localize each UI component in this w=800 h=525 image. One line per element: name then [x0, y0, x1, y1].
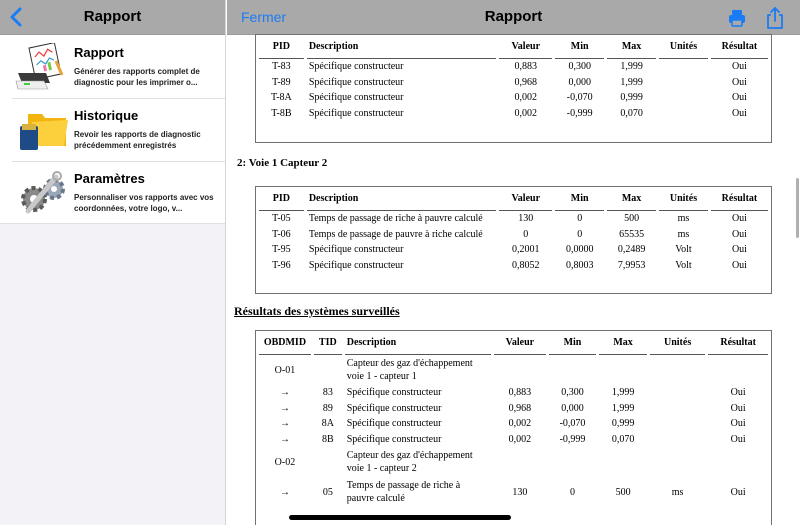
column-header: Résultat	[708, 331, 768, 355]
cell-result	[708, 447, 768, 477]
cell-max: 0,999	[611, 418, 635, 430]
cell-description: Spécifique constructeur	[308, 61, 404, 73]
cell-min: 0	[569, 486, 575, 498]
menu-item-description: Personnaliser vos rapports avec vos coordonnées, votre logo, v...	[74, 193, 214, 213]
column-header: PID	[259, 187, 304, 211]
table-row	[259, 385, 768, 401]
cell-units	[659, 90, 708, 106]
column-header: Unités	[659, 35, 708, 59]
menu-item-title: Paramètres	[74, 171, 145, 186]
share-icon	[765, 6, 785, 30]
column-header: Résultat	[711, 35, 768, 59]
cell-max: 500	[624, 213, 640, 225]
table-header-row	[259, 35, 768, 59]
cell-max: 0,999	[620, 92, 643, 104]
menu-item-parametres[interactable]	[0, 161, 225, 224]
cell-description: Spécifique constructeur	[308, 76, 404, 88]
cell-max: 65535	[619, 228, 645, 240]
cell-value: 0,883	[508, 387, 532, 399]
cell-obdmid: →	[279, 402, 290, 414]
cell-result: Oui	[731, 213, 747, 225]
cell-description: Spécifique constructeur	[346, 434, 442, 446]
gears-wrench-icon	[14, 169, 70, 217]
sidebar-title: Rapport	[83, 8, 142, 25]
cell-value	[494, 355, 546, 385]
column-header: Min	[549, 331, 597, 355]
cell-description: Spécifique constructeur	[346, 418, 442, 430]
cell-value	[494, 447, 546, 477]
main-nav-bar	[227, 0, 800, 35]
menu-item-description: Générer des rapports complet de diagnostic pour les imprimer o...	[74, 67, 200, 87]
cell-min: 0,0000	[565, 244, 594, 256]
folder-sdcard-icon	[14, 106, 70, 154]
column-header: TID	[314, 331, 342, 355]
table-row	[259, 447, 768, 477]
cell-min: 0,300	[561, 387, 584, 399]
page-title: Rapport	[484, 8, 543, 25]
table-row	[259, 355, 768, 385]
menu-item-description: Revoir les rapports de diagnostic précédemment enregistrés	[74, 130, 201, 150]
cell-min	[549, 447, 597, 477]
column-header: Résultat	[711, 187, 768, 211]
obdmid-table	[255, 330, 772, 525]
cell-value: 0,968	[508, 402, 532, 414]
cell-units	[650, 432, 706, 448]
cell-description: Spécifique constructeur	[308, 260, 404, 272]
column-header: Description	[307, 35, 496, 59]
cell-result: Oui	[731, 244, 747, 256]
cell-max: 1,999	[620, 61, 643, 73]
menu-item-title: Historique	[74, 108, 139, 123]
cell-description: Spécifique constructeur	[308, 108, 404, 120]
pid-table-1	[255, 34, 772, 143]
printer-icon	[727, 8, 747, 28]
cell-result: Oui	[730, 434, 746, 446]
close-button[interactable]: Fermer	[241, 9, 287, 25]
column-header: Valeur	[494, 331, 546, 355]
cell-max: 500	[615, 486, 631, 498]
cell-value: 0,002	[514, 108, 538, 120]
pid-table-2	[255, 186, 772, 294]
column-header: Min	[555, 35, 604, 59]
vertical-scrollbar[interactable]	[796, 178, 799, 238]
cell-min: 0,000	[568, 76, 591, 88]
cell-min: 0	[577, 213, 583, 225]
cell-units	[659, 59, 708, 75]
cell-value: 0,002	[514, 92, 538, 104]
cell-max: 1,999	[611, 387, 635, 399]
cell-description: Temps de passage de riche à pauvre calculé	[308, 213, 483, 225]
table-row	[259, 227, 768, 243]
cell-min: 0	[577, 228, 583, 240]
printer-report-icon	[14, 43, 70, 91]
cell-value: 0,968	[514, 76, 538, 88]
cell-tid	[314, 355, 342, 385]
cell-obdmid: →	[279, 418, 290, 430]
sidebar-nav-bar	[0, 0, 225, 35]
cell-result: Oui	[731, 61, 747, 73]
column-header: PID	[259, 35, 304, 59]
column-header: Max	[607, 35, 656, 59]
column-header: Description	[307, 187, 496, 211]
cell-min: -0,070	[566, 92, 593, 104]
cell-pid: T-8A	[271, 92, 292, 104]
column-header: Description	[345, 331, 491, 355]
cell-result: Oui	[730, 402, 746, 414]
cell-units: ms	[677, 213, 690, 225]
column-header: Min	[555, 187, 604, 211]
table-row	[259, 432, 768, 448]
column-header: Unités	[650, 331, 706, 355]
cell-max	[599, 355, 647, 385]
cell-result: Oui	[730, 486, 746, 498]
cell-min: 0,000	[561, 402, 584, 414]
monitored-systems-heading: Résultats des systèmes surveillés	[234, 304, 400, 318]
cell-units: Volt	[675, 260, 692, 272]
cell-tid	[314, 447, 342, 477]
table-row	[259, 401, 768, 417]
cell-min: 0,300	[568, 61, 591, 73]
cell-units	[650, 416, 706, 432]
cell-tid: 8A	[321, 418, 334, 430]
cell-max: 1,999	[611, 402, 635, 414]
cell-units	[659, 106, 708, 122]
cell-value: 130	[518, 213, 534, 225]
cell-min: -0,070	[559, 418, 586, 430]
home-indicator[interactable]	[289, 515, 511, 520]
cell-description: Spécifique constructeur	[346, 387, 442, 399]
menu-item-historique[interactable]	[0, 98, 225, 161]
table-row	[259, 477, 768, 507]
cell-tid: 83	[322, 387, 333, 399]
cell-result: Oui	[731, 260, 747, 272]
cell-description: Capteur des gaz d'échappement voie 1 - capteur 1	[346, 358, 473, 382]
cell-description: Spécifique constructeur	[308, 92, 404, 104]
cell-obdmid: O-02	[274, 456, 296, 468]
cell-value: 0,883	[514, 61, 538, 73]
cell-obdmid: →	[279, 434, 290, 446]
column-header: OBDMID	[259, 331, 311, 355]
cell-value: 0,002	[508, 418, 532, 430]
cell-pid: T-83	[272, 61, 291, 73]
table-row	[259, 258, 768, 274]
menu-item-rapport[interactable]	[0, 35, 225, 98]
cell-units: ms	[671, 486, 684, 498]
cell-pid: T-96	[272, 260, 291, 272]
cell-tid: 8B	[321, 434, 334, 446]
column-header: Valeur	[499, 187, 552, 211]
section-title: 2: Voie 1 Capteur 2	[237, 157, 328, 169]
print-button[interactable]	[727, 8, 747, 28]
menu-item-title: Rapport	[74, 45, 124, 60]
cell-description: Temps de passage de pauvre à riche calculé	[308, 228, 483, 240]
table-row	[259, 59, 768, 75]
cell-min: 0,8003	[565, 260, 594, 272]
cell-obdmid: O-01	[274, 364, 296, 376]
share-button[interactable]	[765, 6, 785, 30]
table-row	[259, 106, 768, 122]
column-header: Valeur	[499, 35, 552, 59]
cell-result: Oui	[730, 418, 746, 430]
cell-value: 130	[512, 486, 528, 498]
cell-max: 1,999	[620, 76, 643, 88]
cell-result: Oui	[731, 76, 747, 88]
cell-description: Capteur des gaz d'échappement voie 1 - capteur 2	[346, 450, 473, 475]
cell-pid: T-89	[272, 76, 291, 88]
cell-result	[708, 355, 768, 385]
table-row	[259, 242, 768, 258]
cell-obdmid: →	[279, 387, 290, 399]
cell-value: 0	[523, 228, 529, 240]
table-header-row	[259, 331, 768, 355]
column-header: Max	[599, 331, 647, 355]
cell-value: 0,8052	[512, 260, 540, 272]
column-header: Unités	[659, 187, 708, 211]
cell-description: Temps de passage de riche à pauvre calculé	[346, 480, 461, 505]
cell-result: Oui	[731, 228, 747, 240]
column-header: Max	[607, 187, 656, 211]
cell-min: -0,999	[559, 434, 586, 446]
cell-pid: T-8B	[271, 108, 292, 120]
cell-units	[659, 75, 708, 91]
cell-pid: T-06	[272, 228, 291, 240]
cell-pid: T-05	[272, 213, 291, 225]
cell-tid: 05	[322, 486, 333, 498]
cell-value: 0,002	[508, 434, 532, 446]
cell-max: 0,070	[620, 108, 643, 120]
cell-value: 0,2001	[512, 244, 540, 256]
cell-max	[599, 447, 647, 477]
cell-description: Spécifique constructeur	[308, 244, 404, 256]
table-row	[259, 416, 768, 432]
cell-result: Oui	[731, 108, 747, 120]
cell-result: Oui	[730, 387, 746, 399]
cell-max: 7,9953	[617, 260, 646, 272]
cell-max: 0,2489	[617, 244, 646, 256]
cell-units	[650, 385, 706, 401]
cell-units: Volt	[675, 244, 692, 256]
cell-obdmid: →	[279, 486, 290, 498]
cell-min	[549, 355, 597, 385]
cell-units	[650, 401, 706, 417]
cell-units	[650, 447, 706, 477]
cell-pid: T-95	[272, 244, 291, 256]
table-row	[259, 90, 768, 106]
cell-max: 0,070	[611, 434, 635, 446]
cell-units: ms	[677, 228, 690, 240]
sidebar	[0, 0, 226, 525]
table-row	[259, 75, 768, 91]
cell-min: -0,999	[566, 108, 593, 120]
cell-tid: 89	[322, 402, 333, 414]
cell-result: Oui	[731, 92, 747, 104]
table-header-row	[259, 187, 768, 211]
report-menu-list	[0, 35, 225, 224]
report-view	[227, 0, 800, 525]
table-row	[259, 211, 768, 227]
cell-description: Spécifique constructeur	[346, 402, 442, 414]
cell-units	[650, 355, 706, 385]
